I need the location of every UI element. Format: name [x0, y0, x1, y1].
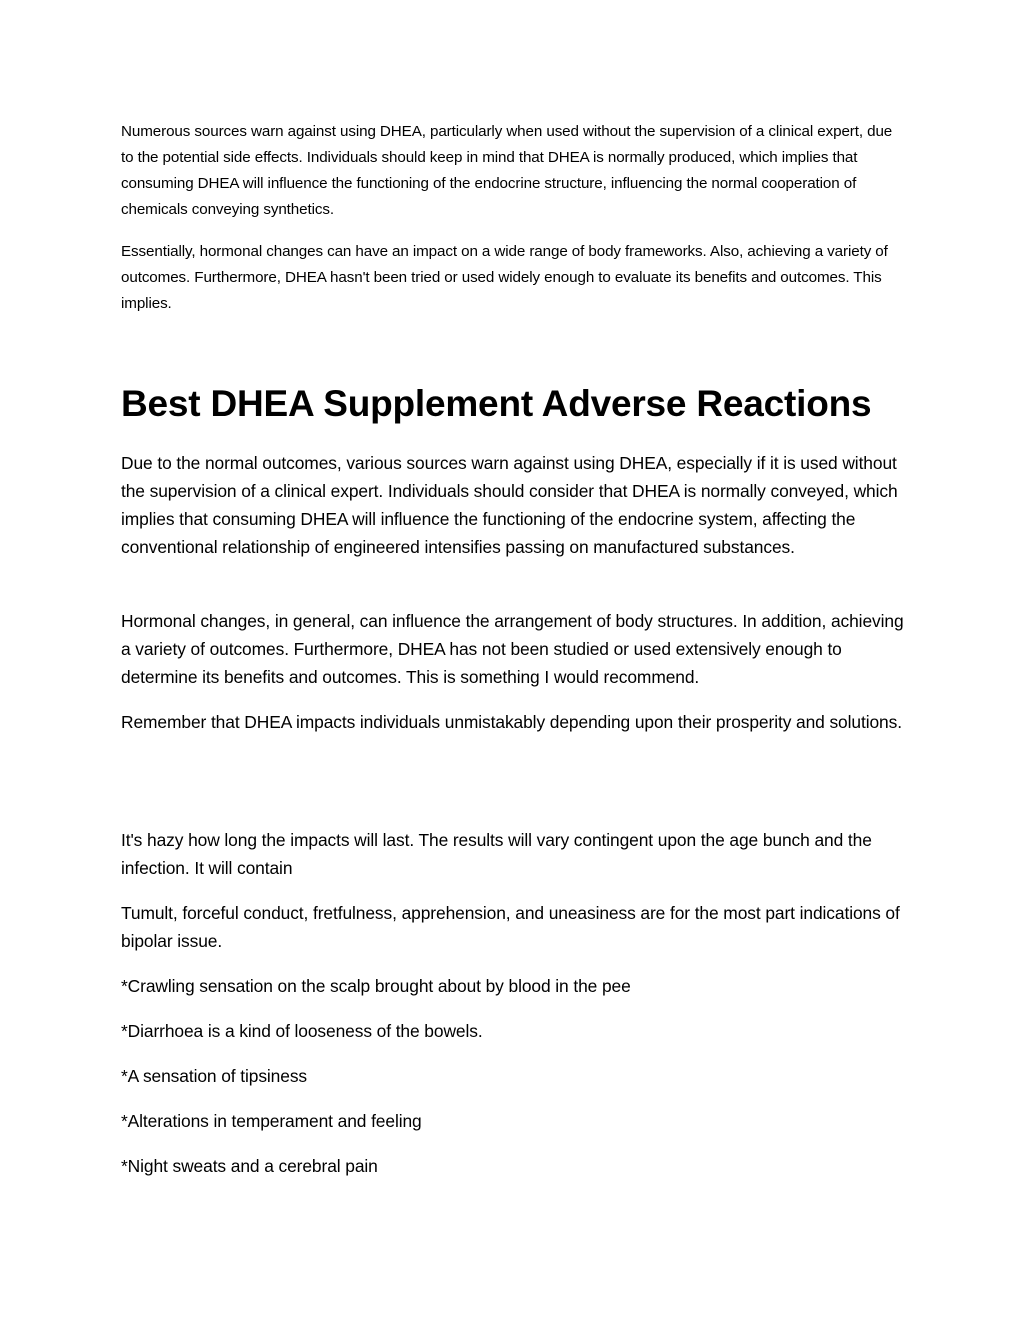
section-heading: Best DHEA Supplement Adverse Reactions	[121, 383, 872, 424]
list-item: *Night sweats and a cerebral pain	[121, 1156, 378, 1176]
intro-paragraph-1: Numerous sources warn against using DHEA, particularly when used without the supervision of a clinical expert, due to the potential side effects. Individuals should keep in mind that DHEA is normally produced, which implies that consuming DHEA will influence the functioning of the endocrine structure, influencing the normal cooperation of chemicals conveying synthetics.	[121, 123, 893, 218]
intro-paragraph-2: Essentially, hormonal changes can have an impact on a wide range of body frameworks. Also, achieving a variety of outcomes. Furthermore, DHEA hasn't been tried or used widely enough to evaluate its benefits and outcomes. This implies.	[121, 243, 888, 312]
section-paragraph-4: It's hazy how long the impacts will last. The results will vary contingent upon the age bunch and the infection. It will contain	[121, 830, 872, 878]
section-paragraph-2: Hormonal changes, in general, can influence the arrangement of body structures. In addition, achieving a variety of outcomes. Furthermore, DHEA has not been studied or used extensively enough to determine its benefits and outcomes. This is something I would recommend.	[121, 611, 904, 687]
section-paragraph-1: Due to the normal outcomes, various sources warn against using DHEA, especially if it is used without the supervision of a clinical expert. Individuals should consider that DHEA is normally conveyed, which implies that consuming DHEA will influence the functioning of the endocrine system, affecting the conventional relationship of engineered intensifies passing on manufactured substances.	[121, 453, 898, 557]
list-item: *Alterations in temperament and feeling	[121, 1111, 422, 1131]
section-paragraph-3: Remember that DHEA impacts individuals unmistakably depending upon their prosperity and solutions.	[121, 712, 902, 732]
list-item: *Crawling sensation on the scalp brought about by blood in the pee	[121, 976, 631, 996]
list-item: *A sensation of tipsiness	[121, 1066, 308, 1086]
list-item: *Diarrhoea is a kind of looseness of the bowels.	[121, 1021, 483, 1041]
section-paragraph-5: Tumult, forceful conduct, fretfulness, apprehension, and uneasiness are for the most part indications of bipolar issue.	[121, 903, 900, 951]
